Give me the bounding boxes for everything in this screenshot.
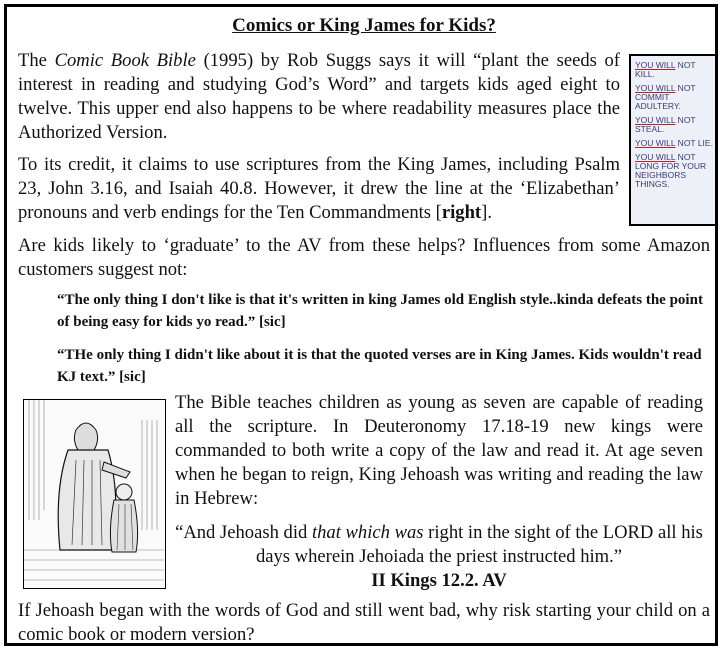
priest-child-illustration (23, 399, 166, 589)
page-title: Comics or King James for Kids? (232, 15, 496, 36)
paragraph-credit: To its credit, it claims to use scriptures from the King James, including Psalm 23, John 3.16, and Isaiah 40.8. However, it drew the line at the ‘Elizabethan’ pronouns and verb endings for the Ten Commandments [right]. (18, 154, 620, 223)
commandment-line: YOU WILL NOT KILL. (635, 60, 696, 79)
commandment-line: YOU WILL NOT COMMIT ADULTERY. (635, 83, 696, 111)
paragraph-intro: The Comic Book Bible (1995) by Rob Suggs says it will “plant the seeds of interest in reading and studying God’s Word” and targets kids aged eight to twelve. This upper end also happens to be where readability measures place the Authorized Version. (18, 50, 621, 143)
paragraph-conclusion: If Jehoash began with the words of God and still went bad, why risk starting your child on a comic book or modern version? (18, 600, 710, 645)
verse-reference: II Kings 12.2. AV (371, 570, 507, 591)
commandment-line: YOU WILL NOT LONG FOR YOUR NEIGHBORS THINGS. (635, 152, 707, 189)
engraving-art (24, 400, 164, 587)
paragraph-question: Are kids likely to ‘graduate’ to the AV from these helps? Influences from some Amazon customers suggest not: (18, 235, 710, 280)
customer-quote-1: “The only thing I don't like is that it's written in king James old English style..kinda defeats the point of being easy for kids yo read.” [sic] (57, 292, 703, 330)
book-title: Comic Book Bible (54, 50, 196, 71)
customer-quote-2: “THe only thing I didn't like about it is that the quoted verses are in King James. Kids wouldn't read KJ text.” [sic] (57, 347, 702, 385)
document-frame (4, 4, 718, 646)
comic-panel-image (629, 54, 717, 226)
commandment-line: YOU WILL NOT STEAL. (635, 115, 696, 134)
paragraph-jehoash: The Bible teaches children as young as seven are capable of reading all the scripture. In Deuteronomy 17.18-19 new kings were commanded to both write a copy of the law and read it. At age seven when he began to reign, King Jehoash was writing and reading the law in Hebrew: (175, 392, 703, 509)
verse-quote: “And Jehoash did that which was right in the sight of the LORD all his days wherein Jehoiada the priest instructed him.” (175, 522, 703, 567)
commandment-line: YOU WILL NOT LIE. (635, 138, 713, 148)
